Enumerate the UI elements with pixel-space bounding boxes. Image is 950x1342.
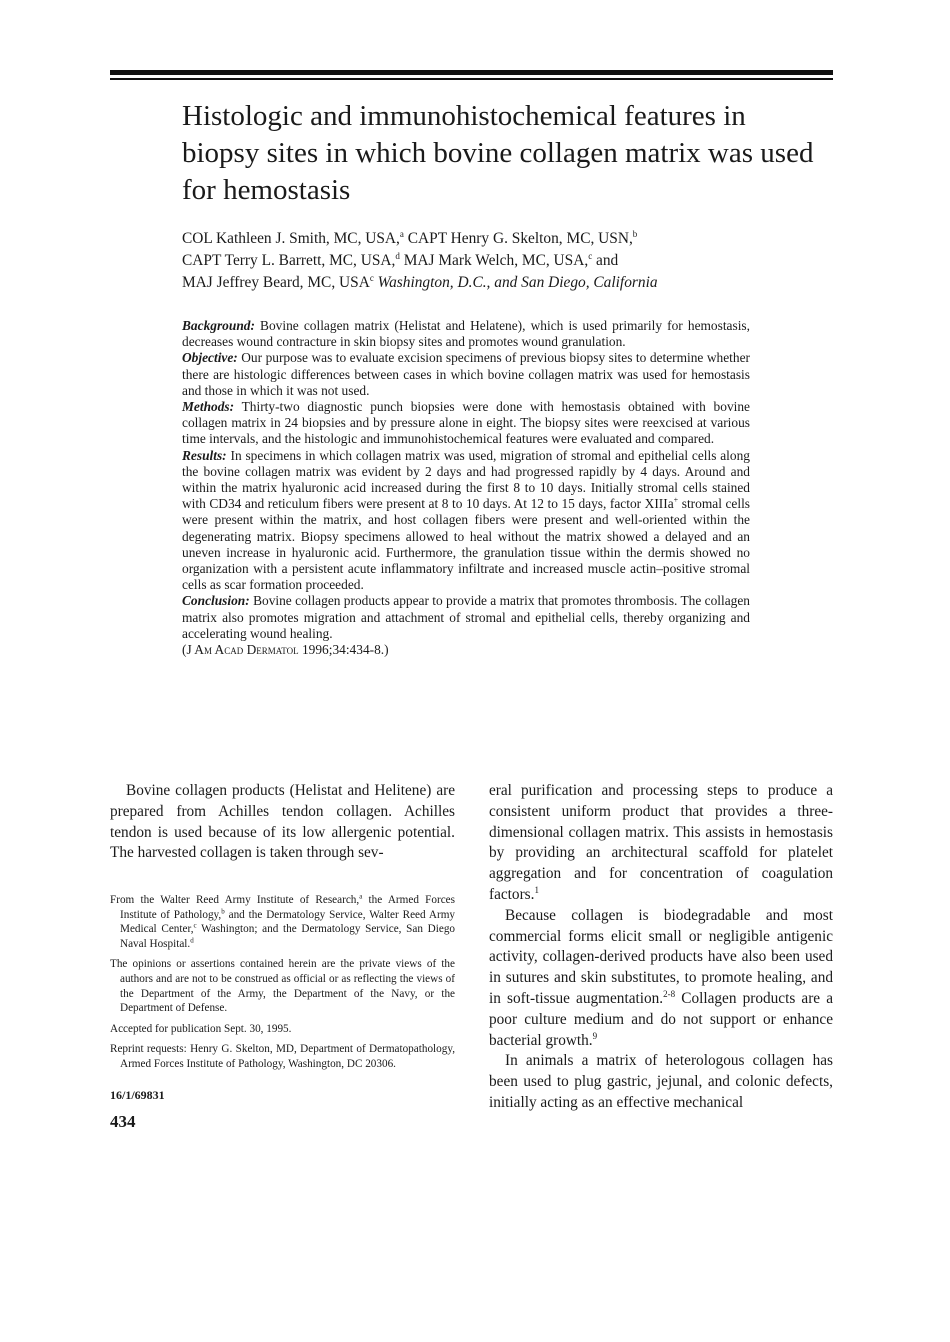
abstract-objective: Objective: Our purpose was to evaluate excision specimens of previous biopsy sites to determine whether there are histologic differences between cases in which bovine collagen matrix was used for hemostasis and those in which it was not used. (182, 350, 750, 398)
body-column-right (489, 781, 833, 1114)
footnote-disclaimer: The opinions or assertions contained herein are the private views of the authors and are not to be construed as official or as reflecting the views of the Department of the Army, the Department of the Navy, or the Department of Defense. (110, 958, 455, 1015)
footnote-reprint: Reprint requests: Henry G. Skelton, MD, Department of Dermatopathology, Armed Forces Institute of Pathology, Washington, DC 20306. (110, 1043, 455, 1070)
author-list: COL Kathleen J. Smith, MC, USA,$^a$ CAPT Henry G. Skelton, MC, USN,$^b$ CAPT Terry L. Barrett, MC, USA,$^d$ MAJ Mark Welch, MC, USA,$^c$ and MAJ Jeffrey Beard, MC, USA$^c$ Washington, D.C., and San Diego, California (182, 228, 658, 291)
author-barrett: CAPT Terry L. Barrett, MC, USA, (182, 252, 396, 269)
abstract-conclusion: Conclusion: Bovine collagen products appear to provide a matrix that promotes thrombosis. The collagen matrix also promotes migration and attachment of stromal and epithelial cells, thereby organizing and accelerating wound healing. (182, 593, 751, 641)
page-number: 434 (110, 1112, 136, 1131)
abstract-citation: (J Am Acad Dermatol 1996;34:434-8.) (182, 642, 389, 658)
body-paragraph: In animals a matrix of heterologous collagen has been used to plug gastric, jejunal, and colonic defects, initially acting as an effective mechanical (489, 1052, 833, 1111)
author-location: Washington, D.C., and San Diego, California (373, 274, 658, 291)
body-paragraph: Bovine collagen products (Helistat and Helitene) are prepared from Achilles tendon collagen. Achilles tendon is used because of its low allergenic potential. The harvested collagen is taken through sev- (110, 782, 455, 862)
abstract-background: Background: Bovine collagen matrix (Helistat and Helatene), which is used primarily for hemostasis, decreases wound contracture in skin biopsy sites and promotes wound granulation. (182, 318, 750, 350)
abstract (182, 318, 750, 658)
article-code: 16/1/69831 (110, 1088, 165, 1102)
article-title: Histologic and immunohistochemical features in biopsy sites in which bovine collagen matrix was used for hemostasis (182, 100, 814, 206)
body-paragraph: Because collagen is biodegradable and most commercial forms elicit small or negligible antigenic activity, collagen-derived products have also been used in sutures and skin substitutes, to promote healing, and in soft-tissue augmentation.$^{2-8}$ Collagen products are a poor culture medium and do not support or enhance bacterial growth.$^9$ (489, 906, 833, 1049)
body-column-left (110, 781, 455, 864)
footnote-accepted: Accepted for publication Sept. 30, 1995. (110, 1022, 292, 1035)
abstract-results: Results: In specimens in which collagen matrix was used, migration of stromal and epithelial cells along the bovine collagen matrix was evident by 2 days and had progressed rapidly by 4 days. Around and within the matrix hyaluronic acid increased during the first 8 to 10 days. Initially stromal cells stained with CD34 and reticulum fibers were present at 8 to 10 days. At 12 to 15 days, factor XIIIa+ stromal cells were present within the matrix, and host collagen fibers were present and well-oriented within the degenerating matrix. Biopsy specimens allowed to heal without the matrix showed a delayed and an uneven increase in hyaluronic acid. Furthermore, the granulation tissue within the dermis showed no organization with a persistent acute inflammatory infiltrate and increased muscle actin–positive stromal cells as scar formation proceeded. (182, 447, 751, 593)
author-skelton: CAPT Henry G. Skelton, MC, USN, (403, 230, 633, 247)
author-beard: MAJ Jeffrey Beard, MC, USA (182, 274, 370, 291)
top-rule-thin (110, 78, 833, 80)
footnotes (110, 893, 455, 1078)
abstract-methods: Methods: Thirty-two diagnostic punch biopsies were done with hemostasis obtained with bovine collagen matrix in 24 biopsies and by pressure alone in eight. The biopsy sites were reexcised at various time intervals, and the histologic and immunohistochemical features were evaluated and compared. (182, 399, 750, 447)
top-rule-thick (110, 70, 833, 75)
author-welch: MAJ Mark Welch, MC, USA, (399, 252, 589, 269)
footnote-affiliations: From the Walter Reed Army Institute of Research,$^a$ the Armed Forces Institute of Pathology,$^b$ and the Dermatology Service, Walter Reed Army Medical Center,$^c$ Washington; and the Dermatology Service, San Diego Naval Hospital.$^d$ (110, 892, 456, 950)
body-paragraph: eral purification and processing steps to produce a consistent uniform product that provides a three-dimensional collagen matrix. This assists in hemostasis by providing an architectural scaffold for platelet aggregation and for concentration of coagulation factors.$^1$ (489, 782, 833, 903)
author-smith: COL Kathleen J. Smith, MC, USA, (182, 230, 400, 247)
